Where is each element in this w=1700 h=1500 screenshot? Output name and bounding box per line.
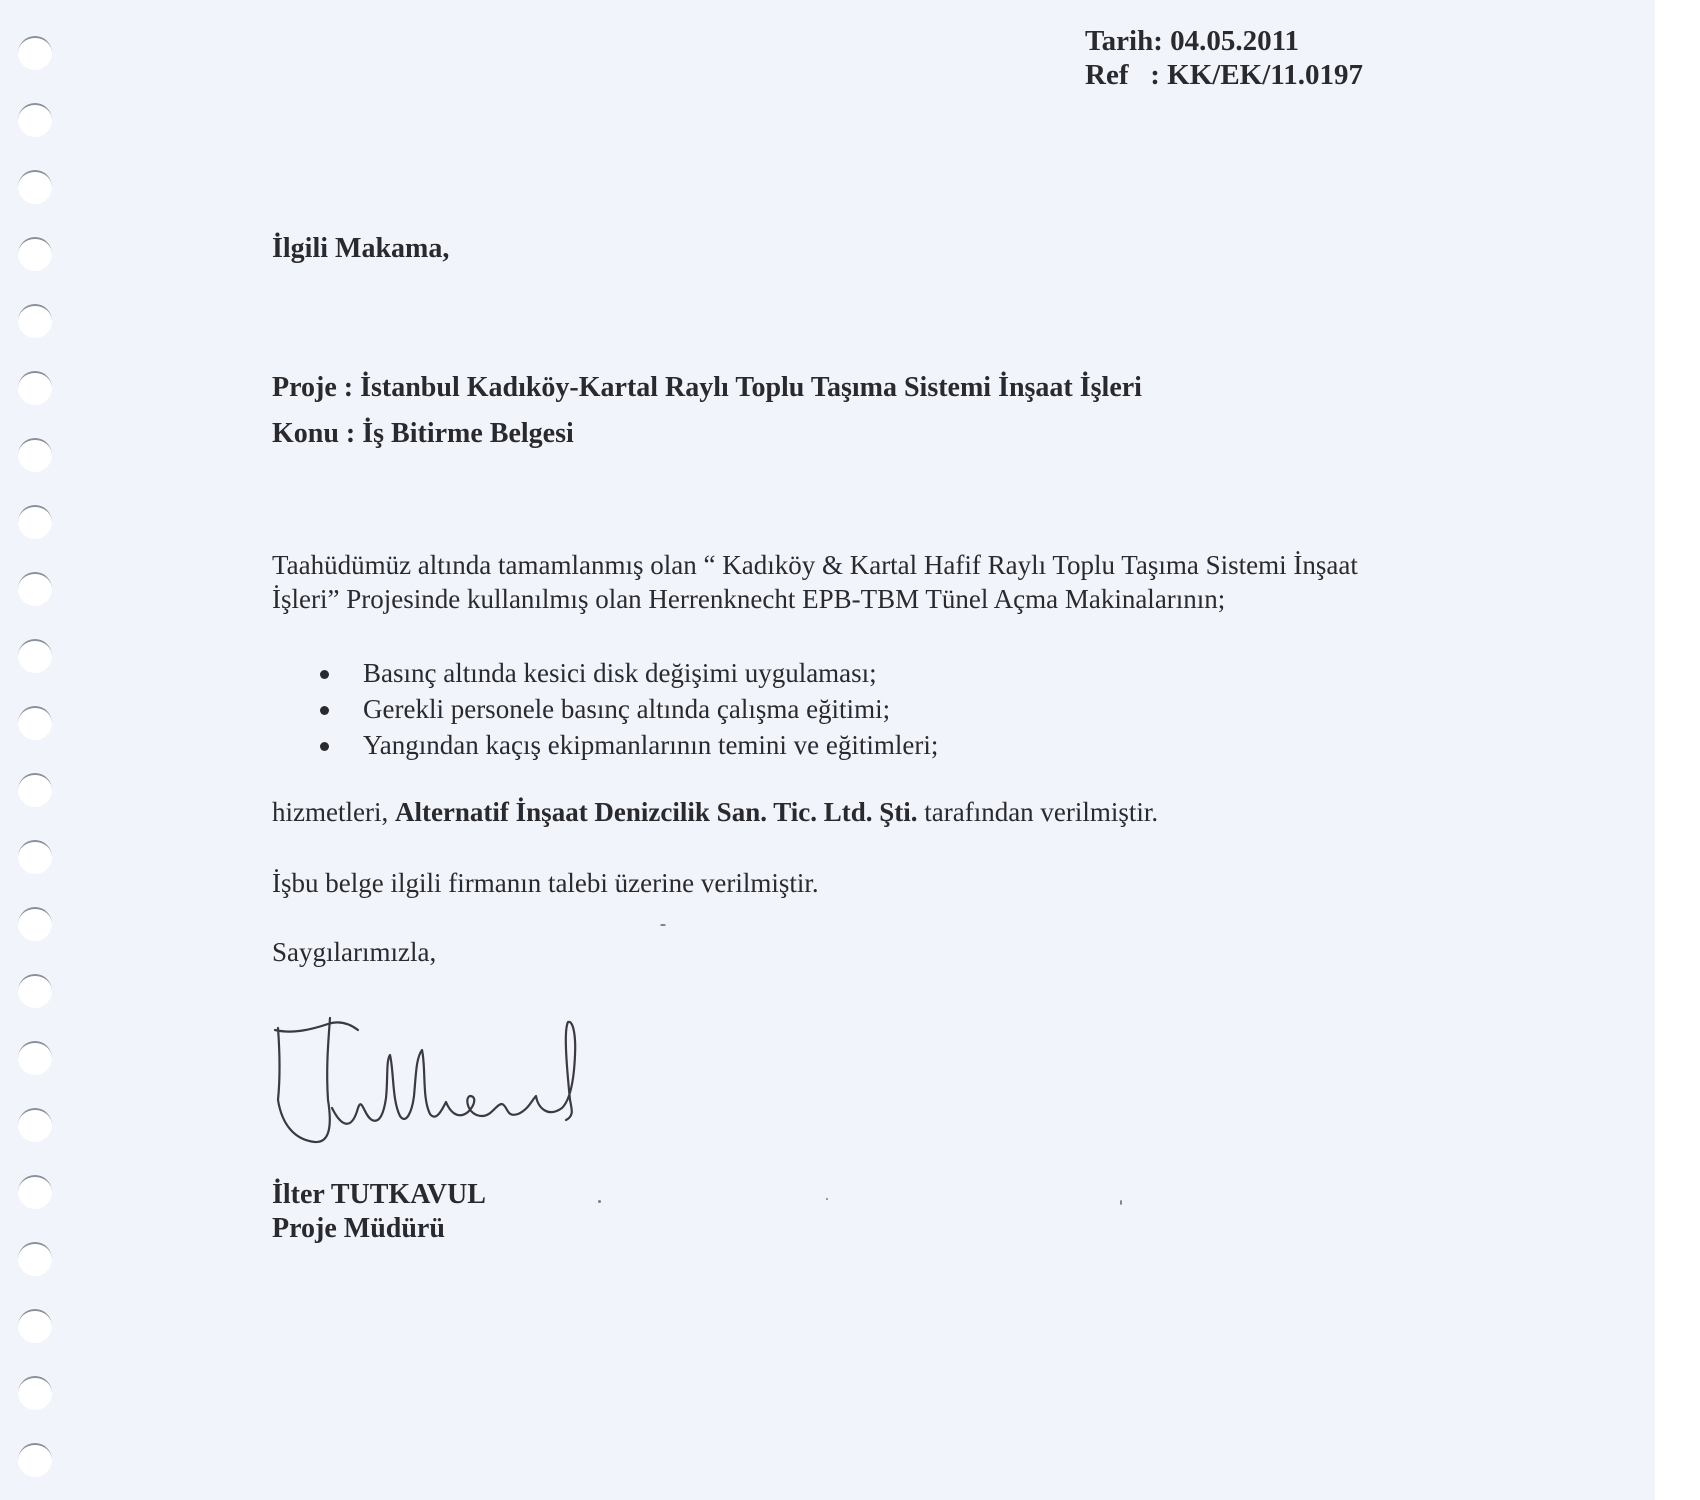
issued-note: İşbu belge ilgili firmanın talebi üzerine verilmiştir. — [272, 868, 819, 898]
punch-hole — [18, 639, 52, 673]
services-prefix: hizmetleri, — [272, 797, 389, 827]
company-name: Alternatif İnşaat Denizcilik San. Tic. Ltd. Şti. — [394, 797, 918, 827]
bullet-icon — [320, 706, 329, 715]
date-row — [1085, 24, 1363, 58]
punch-hole — [18, 840, 52, 874]
punch-hole — [18, 1443, 52, 1477]
punch-hole — [18, 706, 52, 740]
punch-hole — [18, 438, 52, 472]
list-item-text: Yangından kaçış ekipmanlarının temini ve eğitimleri; — [363, 730, 939, 760]
punch-hole — [18, 773, 52, 807]
bullet-icon — [320, 670, 329, 679]
topic-value: İş Bitirme Belgesi — [362, 418, 574, 449]
punch-hole — [18, 304, 52, 338]
punch-hole — [18, 1376, 52, 1410]
body-paragraph — [272, 548, 1522, 616]
reference-separator: : — [1150, 59, 1160, 91]
list-item — [318, 691, 938, 727]
scan-speck — [598, 1200, 601, 1203]
punch-hole — [18, 907, 52, 941]
subject-block — [272, 365, 1142, 457]
services-statement — [272, 797, 1158, 828]
closing-phrase: Saygılarımızla, — [272, 937, 437, 967]
handwritten-signature — [270, 1000, 620, 1160]
date-label: Tarih: — [1085, 25, 1163, 57]
punch-hole — [18, 1108, 52, 1142]
punch-hole — [18, 505, 52, 539]
services-suffix: tarafından verilmiştir. — [924, 797, 1159, 827]
services-list — [318, 655, 938, 763]
binder-punch-holes — [18, 36, 58, 1476]
topic-row — [272, 411, 1142, 457]
punch-hole — [18, 103, 52, 137]
punch-hole — [18, 1175, 52, 1209]
bullet-icon — [320, 742, 329, 751]
scan-edge — [1655, 0, 1700, 1500]
punch-hole — [18, 170, 52, 204]
punch-hole — [18, 237, 52, 271]
signer-title: Proje Müdürü — [272, 1213, 445, 1244]
reference-label: Ref — [1085, 59, 1129, 91]
list-item — [318, 655, 938, 691]
salutation: İlgili Makama, — [272, 233, 450, 264]
punch-hole — [18, 371, 52, 405]
punch-hole — [18, 1242, 52, 1276]
signer-name: İlter TUTKAVUL — [272, 1179, 486, 1210]
punch-hole — [18, 572, 52, 606]
body-paragraph-line-2: İşleri” Projesinde kullanılmış olan Herrenknecht EPB-TBM Tünel Açma Makinalarının; — [272, 584, 1226, 614]
list-item-text: Gerekli personele basınç altında çalışma eğitimi; — [363, 694, 891, 724]
scan-speck — [1120, 1200, 1122, 1205]
scan-speck — [826, 1198, 828, 1200]
punch-hole — [18, 974, 52, 1008]
scan-speck — [660, 924, 666, 926]
project-row — [272, 365, 1142, 411]
body-paragraph-line-1: Taahüdümüz altında tamamlanmış olan “ Kadıköy & Kartal Hafif Raylı Toplu Taşıma Sistemi İnşaat — [272, 550, 1358, 580]
project-label: Proje : — [272, 372, 354, 403]
reference-value: KK/EK/11.0197 — [1167, 59, 1363, 91]
list-item — [318, 727, 938, 763]
signer-block — [272, 1178, 486, 1246]
date-value: 04.05.2011 — [1170, 25, 1300, 57]
topic-label: Konu : — [272, 418, 356, 449]
reference-row — [1085, 58, 1363, 92]
list-item-text: Basınç altında kesici disk değişimi uygulaması; — [363, 658, 877, 688]
punch-hole — [18, 1309, 52, 1343]
punch-hole — [18, 36, 52, 70]
project-value: İstanbul Kadıköy-Kartal Raylı Toplu Taşıma Sistemi İnşaat İşleri — [360, 372, 1142, 403]
punch-hole — [18, 1041, 52, 1075]
document-header — [1085, 24, 1363, 92]
